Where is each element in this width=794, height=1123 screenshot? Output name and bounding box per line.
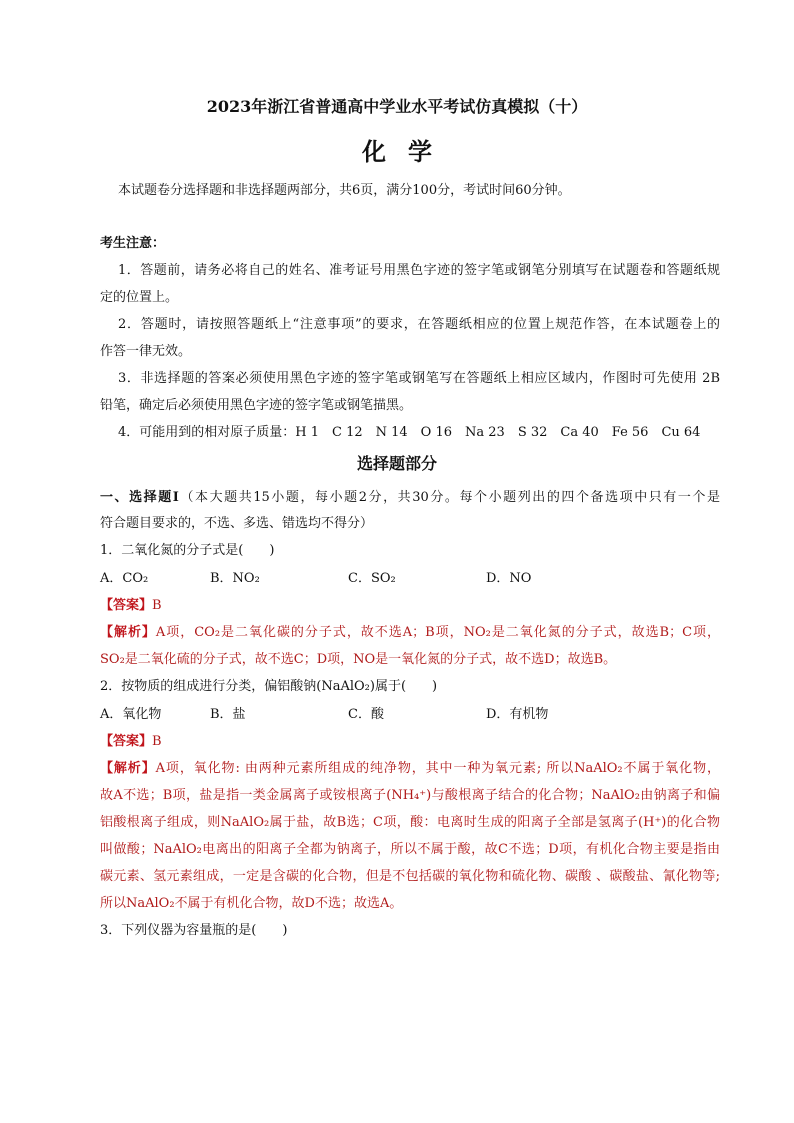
notice-item-2: 2．答题时，请按照答题纸上“注意事项”的要求，在答题纸相应的位置上规范作答，在本试题卷上的 (118, 317, 720, 332)
notice-item-1: 1．答题前，请务必将自己的姓名、准考证号用黑色字迹的签字笔或钢笔分别填写在试题卷和答题纸规 (118, 263, 720, 278)
intro-text: 本试题卷分选择题和非选择题两部分，共6页，满分100分，考试时间60分钟。 (118, 183, 571, 198)
exam-title: 2023年浙江省普通高中学业水平考试仿真模拟（十） (206, 97, 588, 116)
notice-item-2-cont: 作答一律无效。 (100, 344, 192, 359)
notice-item-3-cont: 铅笔，确定后必须使用黑色字迹的签字笔或钢笔描黑。 (100, 398, 413, 413)
q1-stem: 1．二氧化氮的分子式是( ) (100, 543, 275, 558)
analysis-tag: 【解析】 (100, 625, 156, 640)
q2-analysis-line-5: 碳元素、氢元素组成，一定是含碳的化合物，但是不包括碳的氧化物和硫化物、碳酸 、碳酸盐、氰化物等; (100, 869, 720, 884)
q2-stem: 2．按物质的组成进行分类，偏铝酸钠(NaAlO₂)属于( ) (100, 679, 438, 694)
q1-option-c: C．SO₂ (348, 571, 396, 586)
q2-analysis-line-2: 故A不选；B项，盐是指一类金属离子或铵根离子(NH₄⁺)与酸根离子结合的化合物；NaAlO₂由钠离子和偏 (100, 788, 720, 803)
q1-analysis-cont: SO₂是二氧化硫的分子式，故不选C；D项，NO是一氧化氮的分子式，故不选D；故选B。 (100, 652, 617, 667)
part1-desc-cont: 符合题目要求的，不选、多选、错选均不得分） (100, 516, 374, 531)
q2-option-c: C．酸 (348, 707, 384, 722)
analysis-text: A项，CO₂是二氧化碳的分子式，故不选A；B项，NO₂是二氧化氮的分子式，故选B；C项， (155, 625, 720, 640)
q1-option-d: D．NO (486, 571, 532, 586)
analysis-text: A项，氧化物: 由两种元素所组成的纯净物，其中一种为氧元素; 所以NaAlO₂不属于氧化物， (155, 761, 720, 776)
part1-heading-line (100, 489, 720, 507)
answer-tag: 【答案】 (100, 734, 153, 749)
answer-tag: 【答案】 (100, 598, 153, 613)
q2-analysis-line-3: 铝酸根离子组成，则NaAlO₂属于盐，故B选；C项，酸：电离时生成的阳离子全部是氢离子(H⁺)的化合物 (100, 815, 720, 830)
notice-item-1-cont: 定的位置上。 (100, 290, 179, 305)
subject-title: 化学 (362, 137, 454, 166)
q1-answer (100, 597, 720, 615)
q2-analysis-line-4: 叫做酸；NaAlO₂电离出的阳离子全都为钠离子，所以不属于酸，故C不选；D项，有机化合物主要是指由 (100, 842, 720, 857)
q2-option-b: B．盐 (210, 707, 246, 722)
q2-option-a: A．氧化物 (100, 707, 162, 722)
q2-analysis-line-6: 所以NaAlO₂不属于有机化合物，故D不选；故选A。 (100, 896, 403, 911)
q1-option-a: A．CO₂ (100, 571, 149, 586)
q2-answer (100, 733, 720, 751)
part1-heading: 一、选择题Ⅰ (100, 490, 181, 505)
answer-value: B (152, 734, 162, 749)
q1-option-b: B．NO₂ (210, 571, 260, 586)
section-title: 选择题部分 (356, 454, 437, 473)
q3-stem: 3．下列仪器为容量瓶的是( ) (100, 923, 288, 938)
part1-desc: （本大题共15小题，每小题2分，共30分。每个小题列出的四个备选项中只有一个是 (180, 490, 720, 505)
notice-item-4: 4．可能用到的相对原子质量：H 1 C 12 N 14 O 16 Na 23 S 32 Ca 40 Fe 56 Cu 64 (118, 425, 701, 440)
notice-item-3: 3．非选择题的答案必须使用黑色字迹的签字笔或钢笔写在答题纸上相应区域内，作图时可先使用 2B (118, 371, 720, 386)
q1-analysis (100, 624, 720, 642)
analysis-tag: 【解析】 (100, 761, 156, 776)
answer-value: B (152, 598, 162, 613)
q2-analysis (100, 760, 720, 778)
q2-option-d: D．有机物 (486, 707, 549, 722)
notice-heading: 考生注意： (100, 236, 166, 251)
